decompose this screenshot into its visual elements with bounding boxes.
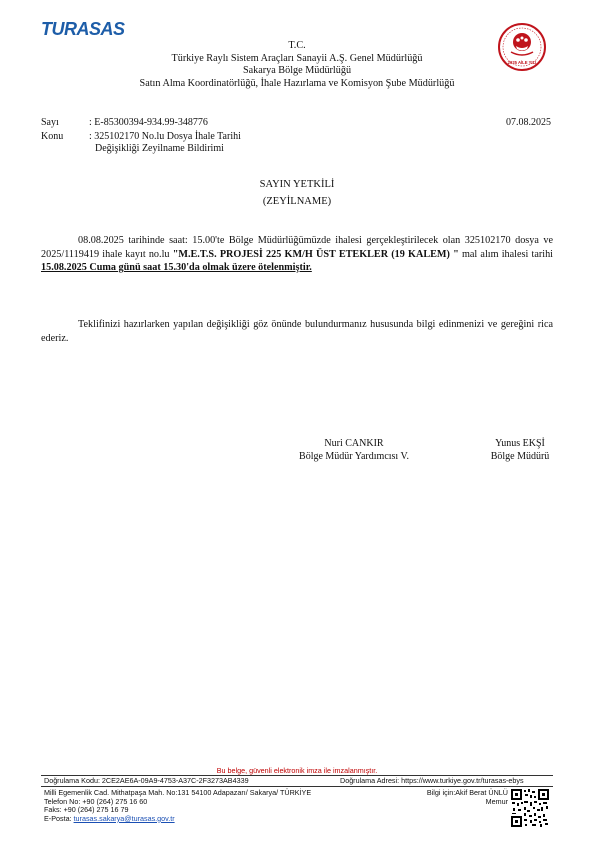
footer-divider-bottom	[41, 786, 553, 787]
verify-code: Doğrulama Kodu: 2CE2AE6A-09A9-4753-A37C-2F3273AB4339	[44, 776, 249, 785]
konu-value-line2: Değişikliği Zeyilname Bildirimi	[95, 143, 224, 154]
footer-email-line	[44, 815, 311, 824]
signature-block-2	[470, 437, 570, 463]
salutation: SAYIN YETKİLİ	[259, 179, 335, 190]
footer-fax: Faks: +90 (264) 275 16 79	[44, 805, 129, 815]
email-label: E-Posta:	[44, 813, 74, 823]
verify-address: Doğrulama Adresi: https://www.turkiye.gov.tr/turasas-ebys	[340, 776, 524, 785]
seal-caption: 2025 AİLE YILI	[507, 60, 537, 65]
p2-text: Teklifinizi hazırlarken yapılan değişikliği göz önünde bulundurmanız hususunda bilgi edinmenizi ve gereğini rica ederiz.	[41, 319, 553, 344]
footer-phone: Telefon No: +90 (264) 275 16 60	[44, 796, 148, 806]
sayi-label: Sayı	[41, 117, 59, 128]
header-company: Türkiye Raylı Sistem Araçları Sanayii A.Ş. Genel Müdürlüğü	[171, 52, 423, 64]
letterhead	[0, 40, 594, 90]
qr-code-icon	[510, 788, 550, 828]
footer-info	[427, 789, 508, 806]
info-title: Memur	[485, 796, 508, 806]
p1-text-a: 08.08.2025 tarihinde saat: 15.00'te Bölge Müdürlüğümüzde ihalesi gerçekleştirilecek olan 325102170 dosya ve 2025/1119419 ihale kayıt no.lu	[41, 235, 553, 260]
signature-block-1	[280, 437, 428, 463]
footer-address: Milli Egemenlik Cad. Mithatpaşa Mah. No:131 54100 Adapazarı/ Sakarya/ TÜRKİYE	[44, 788, 312, 797]
header-department: Satın Alma Koordinatörlüğü, İhale Hazırlama ve Komisyon Şube Müdürlüğü	[139, 77, 455, 89]
signer-title: Bölge Müdür Yardımcısı V.	[299, 451, 409, 462]
signer-name: Yunus EKŞİ	[495, 438, 545, 449]
signer-title: Bölge Müdürü	[490, 451, 550, 462]
p1-text-c: mal alım ihalesi tarihi	[458, 248, 553, 260]
signer-name: Nuri CANKIR	[324, 438, 384, 449]
konu-value: : 325102170 No.lu Dosya İhale Tarihi	[89, 131, 241, 142]
turasas-logo: TURASAS	[41, 19, 125, 39]
konu-label: Konu	[41, 131, 64, 142]
header-region: Sakarya Bölge Müdürlüğü	[242, 65, 352, 77]
sayi-value: : E-85300394-934.99-348776	[89, 117, 208, 128]
email-link[interactable]: turasas.sakarya@turasas.gov.tr	[73, 813, 175, 823]
p1-new-date: 15.08.2025 Cuma günü saat 15.30'da olmak üzere ötelenmiştir.	[41, 262, 312, 274]
info-contact: Bilgi için:Akif Berat ÜNLÜ	[426, 788, 508, 797]
p1-project-name: "M.E.T.S. PROJESİ 225 KM/H ÜST ETEKLER (19 KALEM) "	[172, 248, 459, 260]
zeyilname-subtitle: (ZEYİLNAME)	[262, 196, 332, 207]
body-paragraph-1	[41, 234, 553, 275]
esign-note: Bu belge, güvenli elektronik imza ile imzalanmıştır.	[216, 766, 378, 775]
footer-contact	[44, 789, 311, 823]
header-tc: T.C.	[288, 40, 306, 51]
body-paragraph-2	[41, 318, 553, 345]
document-date: 07.08.2025	[506, 117, 551, 128]
